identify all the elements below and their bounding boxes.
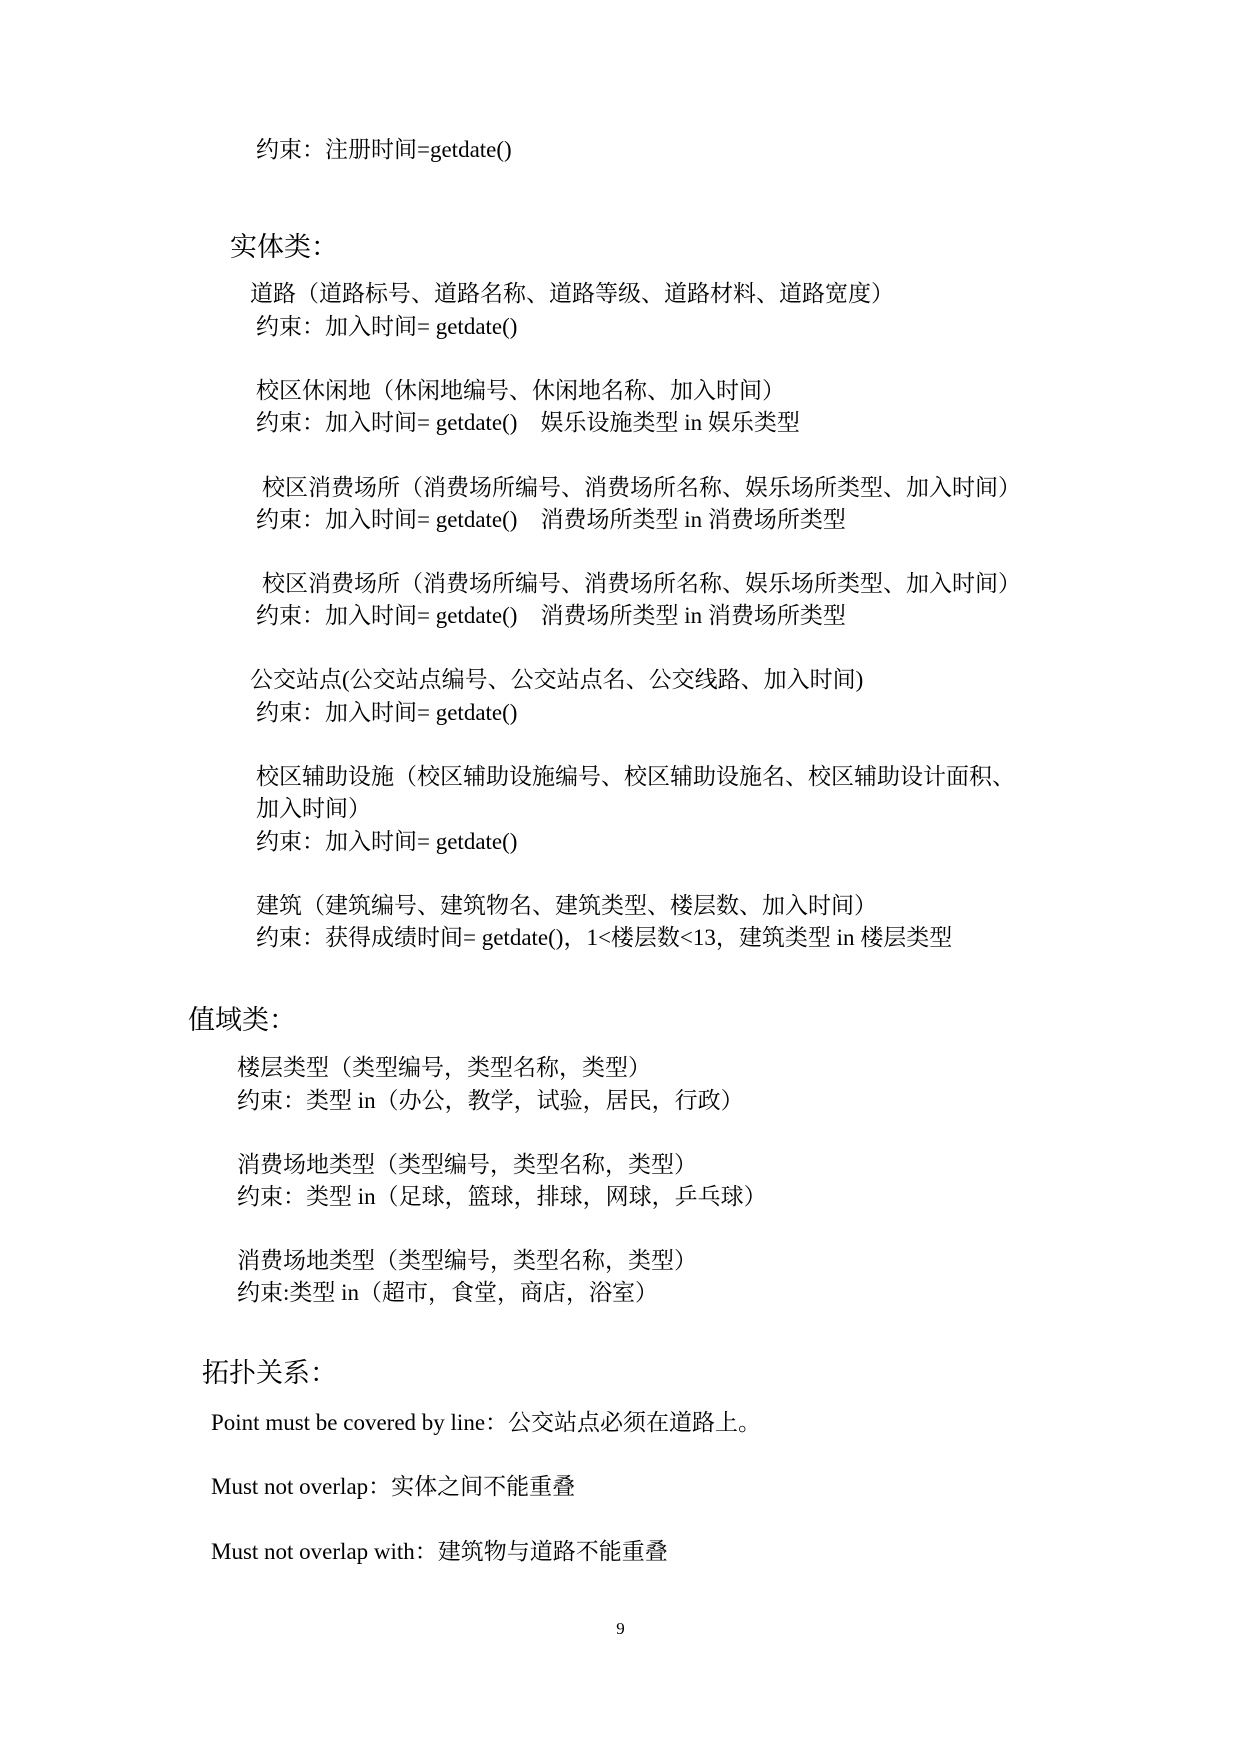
leisure-constraint: 约束：加入时间= getdate() 娱乐设施类型 in 娱乐类型	[256, 410, 800, 435]
topology-section-heading: 拓扑关系：	[202, 1358, 337, 1388]
auxiliary-definition-line-1: 校区辅助设施（校区辅助设施编号、校区辅助设施名、校区辅助设计面积、	[256, 764, 1015, 789]
consumption-definition-1: 校区消费场所（消费场所编号、消费场所名称、娱乐场所类型、加入时间）	[262, 475, 1021, 500]
page-number: 9	[616, 1619, 625, 1638]
topology-rule-no-overlap-with: Must not overlap with：建筑物与道路不能重叠	[211, 1539, 668, 1564]
topology-rule-point-on-line: Point must be covered by line：公交站点必须在道路上。	[211, 1410, 762, 1435]
leisure-definition: 校区休闲地（休闲地编号、休闲地名称、加入时间）	[256, 378, 785, 403]
building-constraint: 约束：获得成绩时间= getdate()，1<楼层数<13，建筑类型 in 楼层类型	[256, 925, 953, 950]
auxiliary-definition-line-2: 加入时间）	[256, 796, 371, 821]
auxiliary-constraint: 约束：加入时间= getdate()	[256, 829, 518, 854]
consumption-definition-2: 校区消费场所（消费场所编号、消费场所名称、娱乐场所类型、加入时间）	[262, 571, 1021, 596]
consumption-constraint-1: 约束：加入时间= getdate() 消费场所类型 in 消费场所类型	[256, 507, 846, 532]
road-definition: 道路（道路标号、道路名称、道路等级、道路材料、道路宽度）	[250, 281, 894, 306]
venue-type-definition-1: 消费场地类型（类型编号，类型名称，类型）	[237, 1152, 697, 1177]
venue-type-constraint-1: 约束：类型 in（足球，篮球，排球，网球，乒乓球）	[237, 1184, 767, 1209]
entity-section-heading: 实体类：	[230, 232, 338, 262]
building-definition: 建筑（建筑编号、建筑物名、建筑类型、楼层数、加入时间）	[256, 893, 877, 918]
road-constraint: 约束：加入时间= getdate()	[256, 314, 518, 339]
floor-type-constraint: 约束：类型 in（办公，教学，试验，居民，行政）	[237, 1088, 744, 1113]
venue-type-definition-2: 消费场地类型（类型编号，类型名称，类型）	[237, 1248, 697, 1273]
topology-rule-no-overlap: Must not overlap：实体之间不能重叠	[211, 1474, 576, 1499]
bus-stop-definition: 公交站点(公交站点编号、公交站点名、公交线路、加入时间)	[250, 667, 864, 692]
floor-type-definition: 楼层类型（类型编号，类型名称，类型）	[237, 1055, 651, 1080]
consumption-constraint-2: 约束：加入时间= getdate() 消费场所类型 in 消费场所类型	[256, 603, 846, 628]
venue-type-constraint-2: 约束:类型 in（超市，食堂，商店，浴室）	[237, 1280, 659, 1305]
bus-stop-constraint: 约束：加入时间= getdate()	[256, 700, 518, 725]
domain-section-heading: 值域类：	[188, 1005, 296, 1035]
registration-constraint: 约束：注册时间=getdate()	[256, 137, 512, 162]
